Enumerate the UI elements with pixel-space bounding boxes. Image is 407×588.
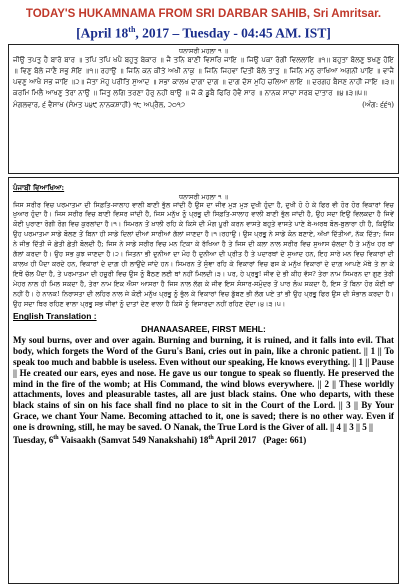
gurbani-box — [8, 44, 399, 174]
english-raag-heading: DHANAASAREE, FIRST MEHL: — [141, 324, 266, 335]
english-translation: My soul burns, over and over again. Burning and burning, it is ruined, and it falls into evil. That body, which forgets the Word of the Guru's Bani, cries out in pain, like a chronic patient. || 1 || To speak too much and babble is useless. Even without our speaking, He knows everything. || 1 || Pause || He created our ears, eyes and nose. He gave us our tongue to speak so fluently. He preserved the mind in the fire of the womb; at His Command, the wind blows everywhere. || 2 || These worldly attachments, loves and pleasurable tastes, all are just black stains. One who departs, with these black stains of sin on his face shall find no place to sit in the Court of the Lord. || 3 || By Your Grace, we chant Your Name. Becoming attached to it, one is saved; there is no other way. Even if one is drowning, still, he may be saved. O Nanak, the True Lord is the Giver of all. || 4 || 3 || 5 || — [13, 335, 394, 432]
translation-box — [8, 177, 399, 584]
punjabi-explanation: ਜਿਸ ਸਰੀਰ ਵਿਚ ਪਰਮਾਤਮਾ ਦੀ ਸਿਫ਼ਤਿ-ਸਾਲਾਹ ਵਾਲੀ ਬਾਣੀ ਭੁੱਲ ਜਾਂਦੀ ਹੈ ਉਸ ਦਾ ਜੀਵ ਮੁੜ ਮੁੜ ਦੁਖੀ ਹੁੰਦਾ ਹੈ, ਦੁਖੀ ਹੋ ਹੋ ਕੇ ਫਿਰ ਵੀ ਹੋਰ ਹੋਰ ਵਿਕਾਰਾਂ ਵਿਚ ਖ਼ੁਆਰ ਹੁੰਦਾ ਹੈ। ਜਿਸ ਸਰੀਰ ਵਿਚ ਬਾਣੀ ਵਿਸਰ ਜਾਂਦੀ ਹੈ, ਜਿਸ ਮਨੁੱਖ ਨੂੰ ਪ੍ਰਭੂ ਦੀ ਸਿਫ਼ਤਿ-ਸਾਲਾਹ ਵਾਲੀ ਬਾਣੀ ਭੁੱਲ ਜਾਂਦੀ ਹੈ, ਉਹ ਸਦਾ ਇਉਂ ਵਿਲਕਦਾ ਹੈ ਜਿਵੇਂ ਕੋਈ ਪੁਰਾਣਾ ਰੋਗੀ ਰੋਗ ਵਿਚ ਕੁਰਲਾਂਦਾ ਹੈ।੧। ਸਿਮਰਨ ਤੋਂ ਖ਼ਾਲੀ ਰਹਿ ਕੇ ਕਿਸੇ ਦੀ ਮੰਗ ਪੂਰੀ ਕਰਨ ਵਾਸਤੇ ਬਹੁਤੇ ਵਾਸਤੇ ਪਾਣੇ ਬੇ-ਅਰਥ ਬੋਲ-ਬੁਲਾਰਾ ਹੀ ਹੈ, ਕਿਉਂਕਿ ਉਹ ਪਰਮਾਤਮਾ ਸਾਡੇ ਬੋਲਣ ਤੋਂ ਬਿਨਾ ਹੀ ਸਾਡੇ ਦਿਲਾਂ ਦੀਆਂ ਸਾਰੀਆਂ ਗੱਲਾਂ ਜਾਣਦਾ ਹੈ।੧।ਰਹਾਉ। ਉਸ ਪ੍ਰਭੂ ਨੇ ਸਾਡੇ ਕੰਨ ਬਣਾਏ, ਅੱਖਾਂ ਦਿੱਤੀਆਂ, ਨੱਕ ਦਿੱਤਾ; ਜਿਸ ਨੇ ਜੀਭ ਦਿੱਤੀ ਜੋ ਛੇਤੀ ਛੇਤੀ ਬੋਲਦੀ ਹੈ; ਜਿਸ ਨੇ ਸਾਡੇ ਸਰੀਰ ਵਿਚ ਮਨ ਟਿਕਾ ਕੇ ਰੱਖਿਆ ਹੈ ਤੇ ਜਿਸ ਦੀ ਕਲਾ ਨਾਲ ਸਰੀਰ ਵਿਚ ਸੁਆਸ ਚੱਲਦਾ ਹੈ ਤੇ ਮਨੁੱਖ ਹਰ ਥਾਂ ਗੱਲਾਂ ਕਰਦਾ ਹੈ। ਉਹ ਸਭ ਕੁਝ ਜਾਣਦਾ ਹੈ।੨। ਜਿਤਨਾ ਭੀ ਦੁਨੀਆ ਦਾ ਮੋਹ ਹੈ ਦੁਨੀਆ ਦੀ ਪ੍ਰੀਤ ਹੈ ਤੇ ਪਦਾਰਥਾਂ ਦੇ ਸੁਆਦ ਹਨ, ਇਹ ਸਾਰੇ ਮਨ ਵਿਚ ਵਿਕਾਰਾਂ ਦੀ ਕਾਲਖ ਹੀ ਪੈਦਾ ਕਰਦੇ ਹਨ, ਵਿਕਾਰਾਂ ਦੇ ਦਾਗ਼ ਹੀ ਲਾਉਂਦੇ ਜਾਂਦੇ ਹਨ। ਸਿਮਰਨ ਤੋਂ ਸੁੰਞਾ ਰਹਿ ਕੇ ਵਿਕਾਰਾਂ ਵਿਚ ਫਸ ਕੇ ਮਨੁੱਖ ਵਿਕਾਰਾਂ ਦੇ ਦਾਗ਼ ਆਪਣੇ ਮੱਥੇ ਤੇ ਲਾ ਕੇ ਇਥੋਂ ਚੱਲ ਪੈਂਦਾ ਹੈ, ਤੇ ਪਰਮਾਤਮਾ ਦੀ ਹਜ਼ੂਰੀ ਵਿਚ ਉਸ ਨੂੰ ਬੈਠਣ ਲਈ ਥਾਂ ਨਹੀਂ ਮਿਲਦੀ।੩। ਪਰ, ਹੇ ਪ੍ਰਭੂ! ਜੀਵ ਦੇ ਭੀ ਕੀਹ ਵੱਸ? ਤੇਰਾ ਨਾਮ ਸਿਮਰਨ ਦਾ ਗੁਣ ਤੇਰੀ ਮੇਹਰ ਨਾਲ ਹੀ ਮਿਲ ਸਕਦਾ ਹੈ, ਤੇਰਾ ਨਾਮ ਇਕ ਐਸਾ ਆਸਰਾ ਹੈ ਜਿਸ ਨਾਲ ਲੱਗ ਕੇ ਜੀਵ ਇਸ ਸੰਸਾਰ-ਸਮੁੰਦਰ ਤੋਂ ਪਾਰ ਲੰਘ ਸਕਦਾ ਹੈ, ਇਸ ਤੋਂ ਬਿਨਾ ਹੋਰ ਕੋਈ ਥਾਂ ਨਹੀਂ ਹੈ। ਹੇ ਨਾਨਕ! ਨਿਰਾਸਤਾ ਦੀ ਲਹਿਰ ਨਾਲ ਜੇ ਕੋਈ ਮਨੁੱਖ ਪ੍ਰਭੂ ਨੂੰ ਭੁੱਲ ਕੇ ਵਿਕਾਰਾਂ ਵਿਚ ਡੁੱਬਣ ਭੀ ਲੱਗ ਪਏ ਤਾਂ ਭੀ ਉਹ ਪ੍ਰਭੂ ਫਿਰ ਉਸ ਦੀ ਸੰਭਾਲ ਕਰਦਾ ਹੈ। ਉਹ ਸਦਾ ਥਿਰ ਰਹਿਣ ਵਾਲਾ ਪ੍ਰਭੂ ਸਭ ਜੀਵਾਂ ਨੂੰ ਦਾਤਾਂ ਦੇਣ ਵਾਲਾ ਹੈ ਕਿਸੇ ਨੂੰ ਵਿਸਾਰਦਾ ਨਹੀਂ ਰਹਿਣ ਦੇਂਦਾ।੪।੩।੫। — [13, 200, 394, 308]
hukamnama-page — [8, 7, 399, 572]
english-date-footer: Tuesday, 6th Vaisaakh (Samvat 549 Nanakshahi) 18th April 2017 (Page: 661) — [13, 434, 307, 445]
ang-number: (ਅੰਗ: ੬੬੧) — [362, 100, 394, 109]
gurbani-raag-heading: ਧਨਾਸਰੀ ਮਹਲਾ ੧ ॥ — [179, 46, 228, 55]
nanakshahi-date: ਮੰਗਲਵਾਰ, ੬ ਵੈਸਾਖ (ਸੰਮਤ ੫੪੯ ਨਾਨਕਸ਼ਾਹੀ) ੧੮ ਅਪ੍ਰੈਲ, ੨੦੧੭ — [13, 100, 186, 109]
english-page-number: (Page: 661) — [262, 434, 307, 445]
english-section-title: English Translation : — [13, 311, 97, 322]
punjabi-raag-heading: ਧਨਾਸਰੀ ਮਹਲਾ ੧ ॥ — [179, 192, 228, 201]
page-title: TODAY'S HUKAMNAMA FROM SRI DARBAR SAHIB, Sri Amritsar. — [25, 8, 382, 20]
punjabi-section-title: ਪੰਜਾਬੀ ਵਿਆਖਿਆ: — [13, 182, 65, 192]
gurbani-text: ਜੀਉ ਤਪਤੁ ਹੈ ਬਾਰੋ ਬਾਰ ॥ ਤਪਿ ਤਪਿ ਖਪੈ ਬਹੁਤੁ ਬੇਕਾਰ ॥ ਜੈ ਤਨਿ ਬਾਣੀ ਵਿਸਰਿ ਜਾਇ ॥ ਜਿਉ ਪਕਾ ਰੋਗੀ ਵਿਲਲਾਇ ॥੧॥ ਬਹੁਤਾ ਬੋਲਣੁ ਝਖਣੁ ਹੋਇ ॥ ਵਿਣੁ ਬੋਲੇ ਜਾਣੈ ਸਭੁ ਸੋਇ ॥੧॥ ਰਹਾਉ ॥ ਜਿਨਿ ਕਨ ਕੀਤੇ ਅਖੀ ਨਾਕੁ ॥ ਜਿਨਿ ਜਿਹਵਾ ਦਿਤੀ ਬੋਲੇ ਤਾਤੁ ॥ ਜਿਨਿ ਮਨੁ ਰਾਖਿਆ ਅਗਨੀ ਪਾਇ ॥ ਵਾਜੈ ਪਵਣੁ ਆਖੈ ਸਭ ਜਾਇ ॥੨॥ ਜੇਤਾ ਮੋਹੁ ਪਰੀਤਿ ਸੁਆਦ ॥ ਸਭਾ ਕਾਲਖ ਦਾਗਾ ਦਾਗ ॥ ਦਾਗ ਦੋਸ ਮੁਹਿ ਚਲਿਆ ਲਾਇ ॥ ਦਰਗਹ ਬੈਸਣ ਨਾਹੀ ਜਾਇ ॥੩॥ ਕਰਮਿ ਮਿਲੈ ਆਖਣੁ ਤੇਰਾ ਨਾਉ ॥ ਜਿਤੁ ਲਗਿ ਤਰਣਾ ਹੋਰੁ ਨਹੀ ਥਾਉ ॥ ਜੇ ਕੋ ਡੂਬੈ ਫਿਰਿ ਹੋਵੈ ਸਾਰ ॥ ਨਾਨਕ ਸਾਚਾ ਸਰਬ ਦਾਤਾਰ ॥੪॥੩॥੫॥ — [13, 55, 394, 97]
gurbani-date-row — [13, 100, 394, 111]
date-heading: [April 18th, 2017 – Tuesday - 04:45 AM. IST] — [76, 25, 331, 41]
